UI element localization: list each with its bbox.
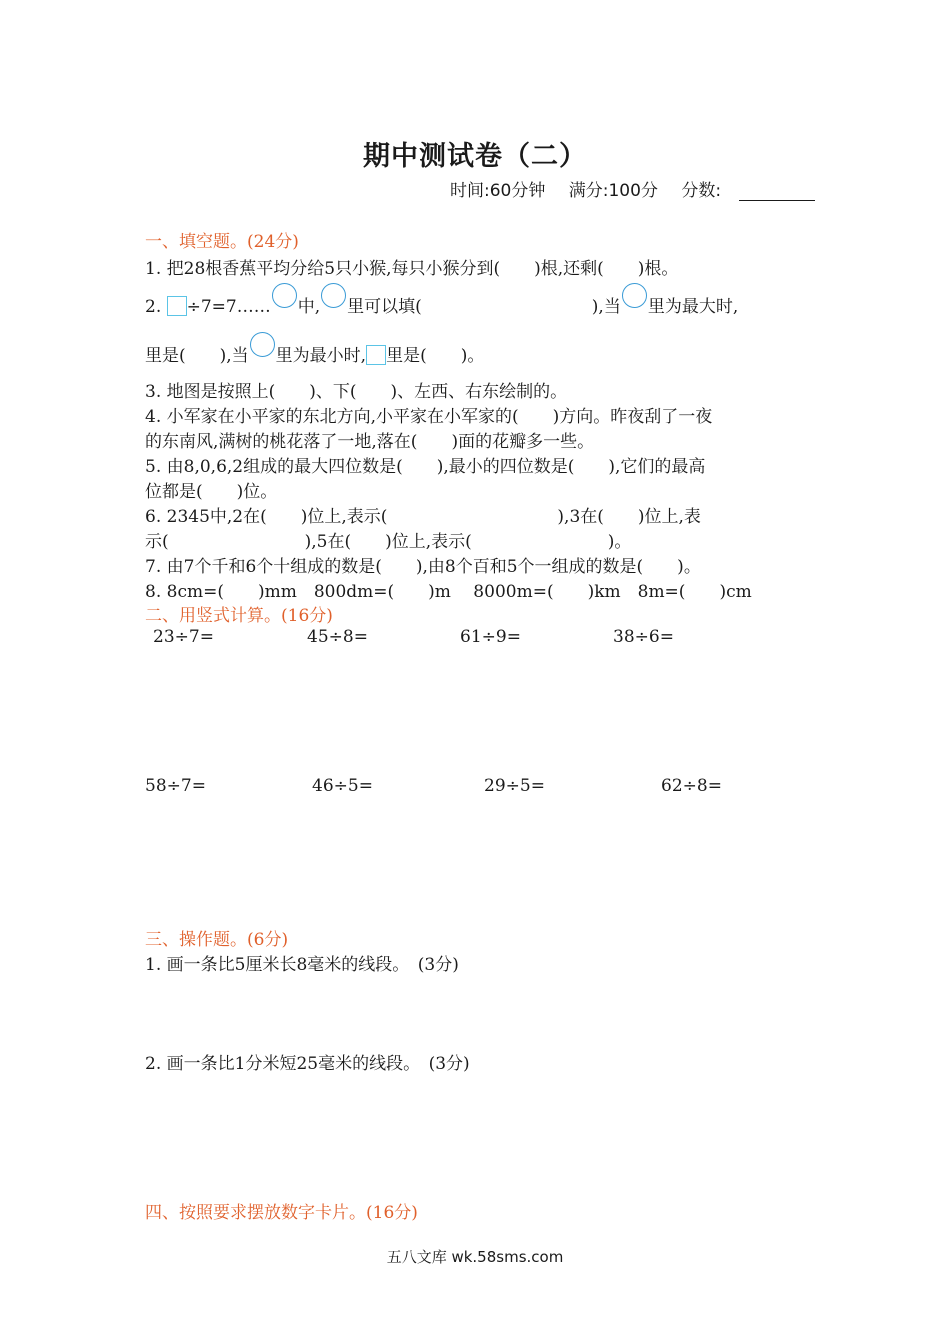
question-1-2-continued	[145, 332, 484, 366]
footer-watermark: 五八文库 wk.58sms.com	[386, 1248, 564, 1266]
calc-item: 38÷6=	[613, 627, 674, 647]
section-1-heading: 一、填空题。(24分)	[145, 232, 299, 252]
square-box-icon	[167, 296, 187, 316]
calc-item: 45÷8=	[307, 627, 368, 647]
calc-item: 62÷8=	[661, 776, 722, 796]
calc-item: 61÷9=	[460, 627, 521, 647]
question-1-5-line2: 位都是( )位。	[145, 482, 278, 502]
circle-icon	[622, 283, 647, 308]
question-3-1: 1. 画一条比5厘米长8毫米的线段。 (3分)	[145, 955, 459, 975]
question-1-8: 8. 8cm=( )mm 800dm=( )m 8000m=( )km 8m=( )cm	[145, 582, 752, 602]
q2-text-c: 中,	[297, 297, 321, 317]
calc-item: 46÷5=	[312, 776, 373, 796]
question-1-4-line1: 4. 小军家在小平家的东北方向,小平家在小军家的( )方向。昨夜刮了一夜	[145, 407, 713, 427]
q2-text-d: 里可以填( ),当	[347, 297, 621, 317]
q2-text-e: 里为最大时,	[647, 297, 739, 317]
question-3-2: 2. 画一条比1分米短25毫米的线段。 (3分)	[145, 1054, 470, 1074]
score-blank[interactable]	[739, 182, 815, 201]
q2-text-b: ÷7=7……	[186, 297, 271, 317]
question-1-1: 1. 把28根香蕉平均分给5只小猴,每只小猴分到( )根,还剩( )根。	[145, 259, 679, 279]
section-2-heading: 二、用竖式计算。(16分)	[145, 606, 333, 626]
question-1-7: 7. 由7个千和6个十组成的数是( ),由8个百和5个一组成的数是( )。	[145, 557, 701, 577]
q2-text-h: 里是( )。	[386, 346, 485, 366]
calc-item: 29÷5=	[484, 776, 545, 796]
circle-icon	[321, 283, 346, 308]
section-3-heading: 三、操作题。(6分)	[145, 930, 289, 950]
question-1-6-line2: 示( ),5在( )位上,表示( )。	[145, 532, 632, 552]
question-1-6-line1: 6. 2345中,2在( )位上,表示( ),3在( )位上,表	[145, 507, 701, 527]
calc-item: 23÷7=	[153, 627, 214, 647]
question-1-3: 3. 地图是按照上( )、下( )、左西、右东绘制的。	[145, 382, 568, 402]
question-1-2	[145, 283, 738, 317]
full-score-label: 满分:100分	[568, 181, 658, 201]
question-1-4-line2: 的东南风,满树的桃花落了一地,落在( )面的花瓣多一些。	[145, 432, 595, 452]
exam-meta	[450, 176, 815, 201]
circle-icon	[272, 283, 297, 308]
q2-text-f: 里是( ),当	[145, 346, 249, 366]
time-label: 时间:60分钟	[450, 181, 546, 201]
square-box-icon	[366, 345, 386, 365]
q2-number: 2.	[145, 297, 167, 317]
score-label: 分数:	[681, 181, 722, 201]
circle-icon	[250, 332, 275, 357]
page-title: 期中测试卷（二）	[363, 141, 587, 172]
question-1-5-line1: 5. 由8,0,6,2组成的最大四位数是( ),最小的四位数是( ),它们的最高	[145, 457, 706, 477]
section-4-heading: 四、按照要求摆放数字卡片。(16分)	[145, 1203, 418, 1223]
calc-item: 58÷7=	[145, 776, 206, 796]
q2-text-g: 里为最小时,	[275, 346, 367, 366]
